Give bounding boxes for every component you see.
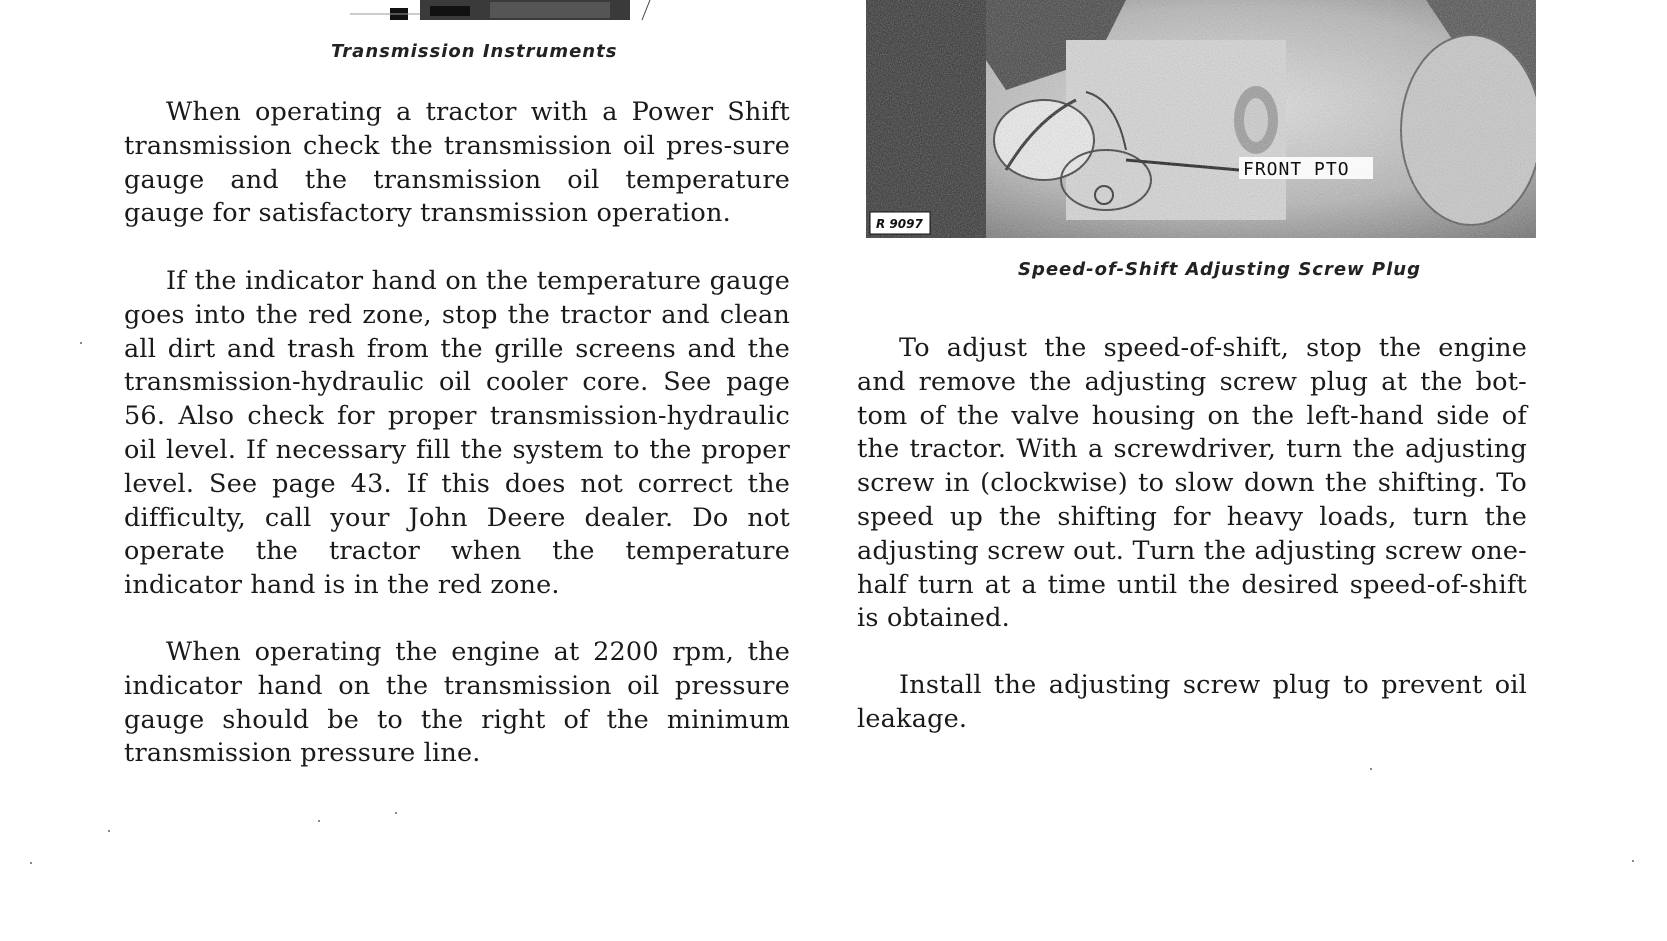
- scan-speck: [1370, 768, 1372, 770]
- scan-speck: [1632, 860, 1634, 862]
- scan-speck: [108, 830, 110, 832]
- figure-caption-speed-of-shift: Speed-of-Shift Adjusting Screw Plug: [1018, 259, 1421, 280]
- scan-speck: [30, 862, 32, 864]
- paragraph-red-zone: If the indicator hand on the temperature gauge goes into the red zone, stop the tractor and clean all dirt and trash from the grille screens and the transmission-hydraulic oil cooler core. See page 56. Also check for proper transmission-hydraulic oil level. If necessary fill the system to the proper level. See page 43. If this does not correct the difficulty, call your John Deere dealer. Do not operate the tractor when the temperature indicator hand is in the red zone.: [124, 266, 790, 601]
- scan-speck: [80, 342, 82, 344]
- front-pto-label: FRONT PTO: [1243, 159, 1350, 180]
- paragraph-power-shift: When operating a tractor with a Power Shift transmission check the transmission oil pres-sure gauge and the transmission oil temperature gauge for satisfactory transmission operation.: [124, 97, 790, 229]
- paragraph-install-plug: Install the adjusting screw plug to prevent oil leakage.: [857, 670, 1527, 734]
- scan-speck: [318, 820, 320, 822]
- paragraph-oil-pressure: When operating the engine at 2200 rpm, the indicator hand on the transmission oil pressure gauge should be to the right of the minimum transmission pressure line.: [124, 637, 790, 769]
- speed-of-shift-photo: [866, 0, 1536, 238]
- photo-ref-code: R 9097: [876, 217, 923, 231]
- scan-speck: [395, 812, 397, 814]
- transmission-instruments-photo: [270, 0, 670, 22]
- figure-caption-transmission-instruments: Transmission Instruments: [331, 41, 618, 62]
- paragraph-adjust-speed-of-shift: To adjust the speed-of-shift, stop the engine and remove the adjusting screw plug at the bot-tom of the valve housing on the left-hand side of the tractor. With a screwdriver, turn the adjusting screw in (clockwise) to slow down the shifting. To speed up the shifting for heavy loads, turn the adjusting screw out. Turn the adjusting screw one-half turn at a time until the desired speed-of-shift is obtained.: [857, 333, 1527, 634]
